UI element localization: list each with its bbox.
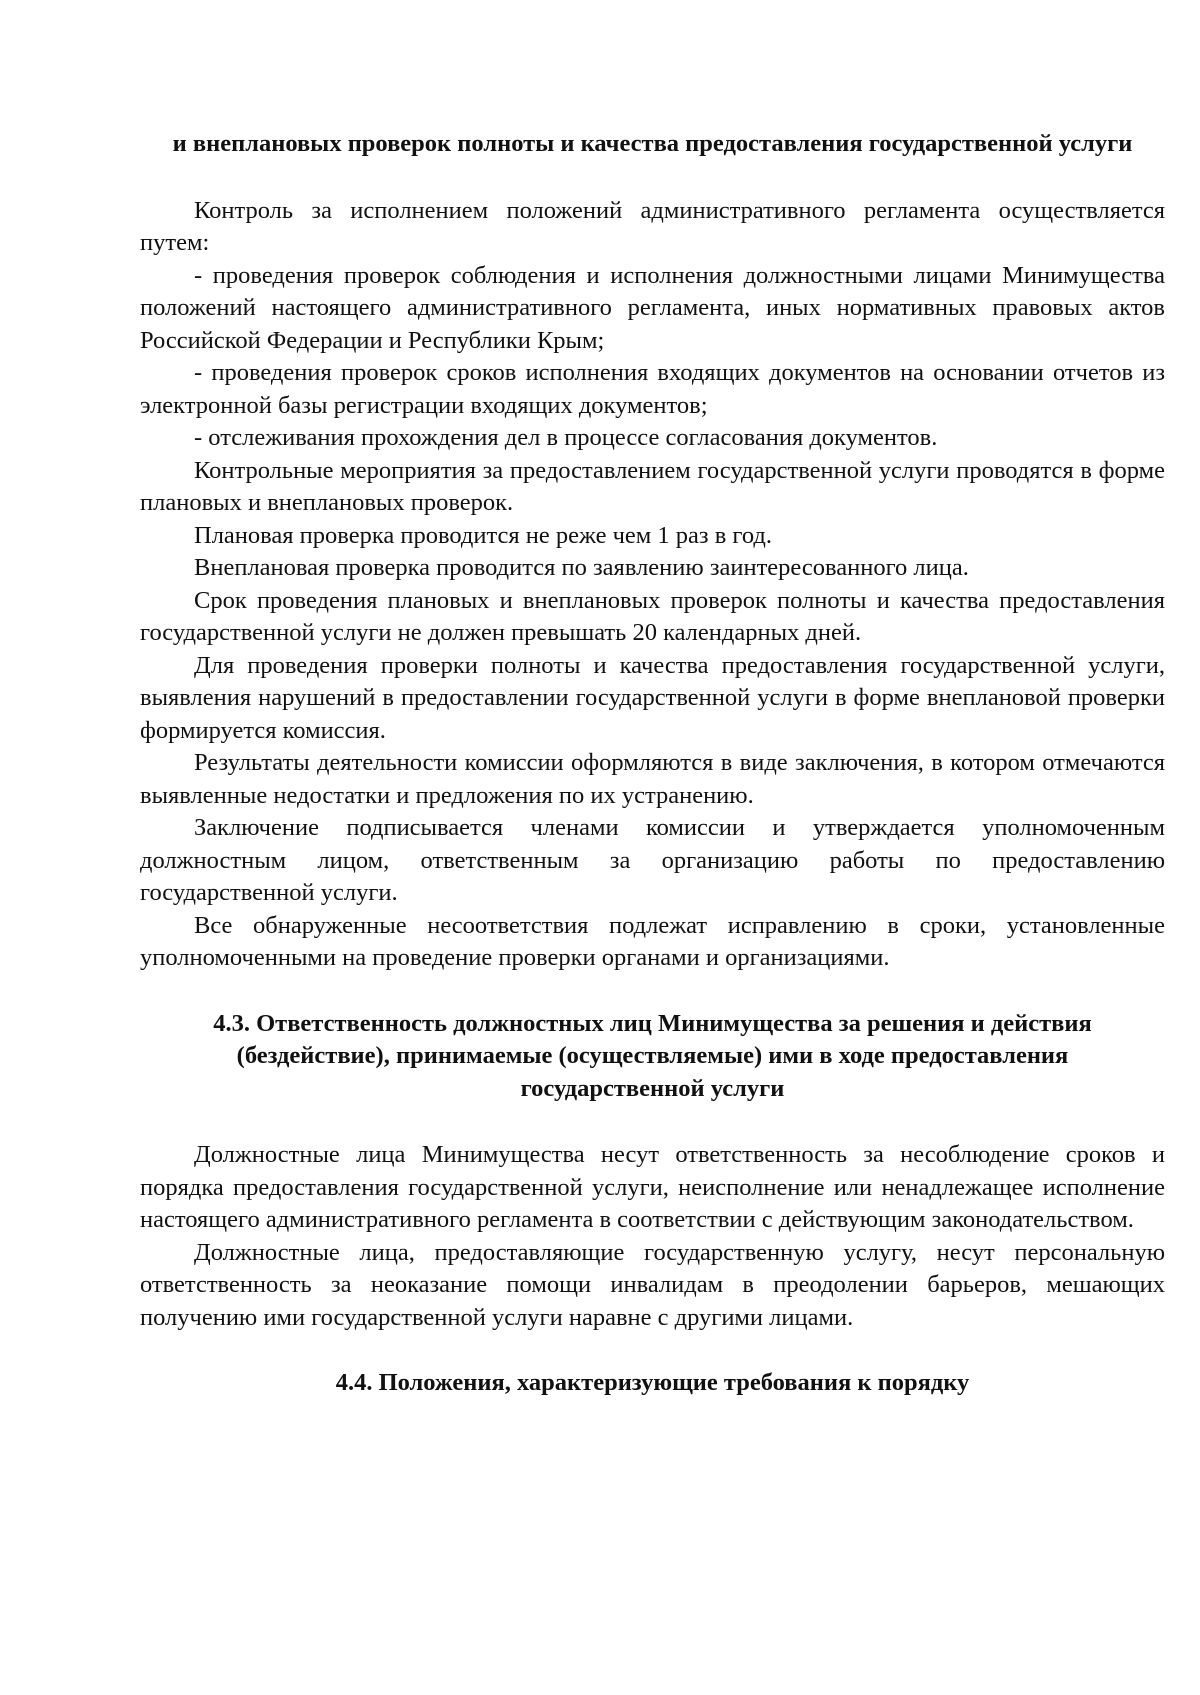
- paragraph-personal-responsibility: Должностные лица, предоставляющие государственную услугу, несут персональную ответственность за неоказание помощи инвалидам в преодолении барьеров, мешающих получению ими государственной услуги наравне с другими лицами.: [140, 1238, 1165, 1331]
- paragraph-unplanned-check: Внеплановая проверка проводится по заявлению заинтересованного лица.: [194, 554, 969, 581]
- paragraph-control-item-1: - проведения проверок соблюдения и исполнения должностными лицами Минимущества положений настоящего административного регламента, иных нормативных правовых актов Российской Федерации и Республики Крым;: [140, 261, 1165, 354]
- paragraph-control-item-3: - отслеживания прохождения дел в процессе согласования документов.: [194, 424, 938, 451]
- paragraph-control-measures: Контрольные мероприятия за предоставлением государственной услуги проводятся в форме плановых и внеплановых проверок.: [140, 456, 1165, 516]
- spacer: [140, 161, 1165, 195]
- section-heading-4-3: 4.3. Ответственность должностных лиц Минимущества за решения и действия (бездействие), принимаемые (осуществляемые) ими в ходе предоставления государственной услуги: [213, 1009, 1092, 1102]
- paragraph-discrepancies: Все обнаруженные несоответствия подлежат исправлению в сроки, установленные уполномоченными на проведение проверки органами и организациями.: [140, 911, 1165, 971]
- paragraph-control-item-2: - проведения проверок сроков исполнения входящих документов на основании отчетов из электронной базы регистрации входящих документов;: [140, 359, 1165, 419]
- paragraph-planned-check: Плановая проверка проводится не реже чем 1 раз в год.: [194, 521, 772, 549]
- spacer: [140, 1105, 1165, 1139]
- section-heading-continuation: и внеплановых проверок полноты и качества предоставления государственной услуги: [172, 130, 1133, 157]
- paragraph-commission: Для проведения проверки полноты и качества предоставления государственной услуги, выявления нарушений в предоставлении государственной услуги в форме внеплановой проверки формируется комиссия.: [140, 651, 1165, 744]
- paragraph-officials-responsibility: Должностные лица Минимущества несут ответственность за несоблюдение сроков и порядка предоставления государственной услуги, неисполнение или ненадлежащее исполнение настоящего административного регламента в соответствии с действующим законодательством.: [140, 1141, 1165, 1233]
- paragraph-check-duration: Срок проведения плановых и внеплановых проверок полноты и качества предоставления государственной услуги не должен превышать 20 календарных дней.: [140, 586, 1165, 646]
- paragraph-conclusion: Заключение подписывается членами комиссии и утверждается уполномоченным должностным лицом, ответственным за организацию работы по предоставлению государственной услуги.: [140, 814, 1165, 906]
- spacer: [140, 975, 1165, 1008]
- paragraph-commission-results: Результаты деятельности комиссии оформляются в виде заключения, в котором отмечаются выявленные недостатки и предложения по их устранению.: [140, 749, 1165, 809]
- paragraph-control-intro: Контроль за исполнением положений административного регламента осуществляется путем:: [140, 196, 1165, 256]
- spacer: [140, 1334, 1165, 1367]
- section-heading-4-4: 4.4. Положения, характеризующие требования к порядку: [335, 1369, 970, 1396]
- document-page: [140, 128, 1165, 1400]
